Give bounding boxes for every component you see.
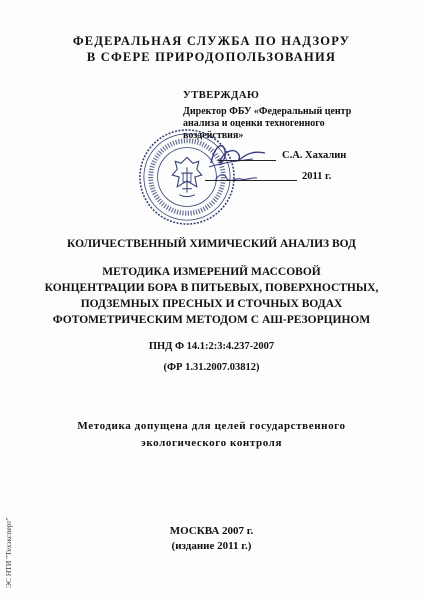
signer-name: С.А. Хахалин: [282, 150, 347, 161]
permit-note-line2: экологического контроля: [140, 437, 283, 449]
approval-position-line1: Директор ФБУ «Федеральный центр: [183, 106, 352, 117]
document-category: КОЛИЧЕСТВЕННЫЙ ХИМИЧЕСКИЙ АНАЛИЗ ВОД: [67, 238, 356, 250]
method-title-line2: КОНЦЕНТРАЦИИ БОРА В ПИТЬЕВЫХ, ПОВЕРХНОСТНЫХ,: [44, 282, 379, 294]
signature-line: [218, 160, 276, 161]
handwritten-signature: [205, 137, 275, 189]
agency-name-line2: В СФЕРЕ ПРИРОДОПОЛЬЗОВАНИЯ: [86, 50, 337, 64]
approval-position-line2: анализа и оценки техногенного: [183, 118, 325, 129]
margin-source-note: ЭС НТИ "Техэксперт": [4, 517, 13, 588]
date-line: [205, 180, 297, 181]
approval-position-line3: воздействия»: [183, 130, 244, 141]
approval-year: 2011 г.: [302, 171, 332, 182]
registry-number: (ФР 1.31.2007.03812): [163, 362, 260, 373]
method-title-line3: ПОДЗЕМНЫХ ПРЕСНЫХ И СТОЧНЫХ ВОДАХ: [80, 298, 343, 310]
agency-name-line1: ФЕДЕРАЛЬНАЯ СЛУЖБА ПО НАДЗОРУ: [72, 34, 351, 48]
method-title-line1: МЕТОДИКА ИЗМЕРЕНИЙ МАССОВОЙ: [102, 266, 321, 278]
city-year: МОСКВА 2007 г.: [169, 525, 254, 537]
document-code: ПНД Ф 14.1:2:3:4.237-2007: [148, 341, 275, 352]
method-title-line4: ФОТОМЕТРИЧЕСКИМ МЕТОДОМ С АШ-РЕЗОРЦИНОМ: [52, 314, 371, 326]
permit-note-line1: Методика допущена для целей государственного: [77, 420, 346, 432]
edition-note: (издание 2011 г.): [171, 540, 252, 552]
approval-title: УТВЕРЖДАЮ: [183, 90, 260, 101]
